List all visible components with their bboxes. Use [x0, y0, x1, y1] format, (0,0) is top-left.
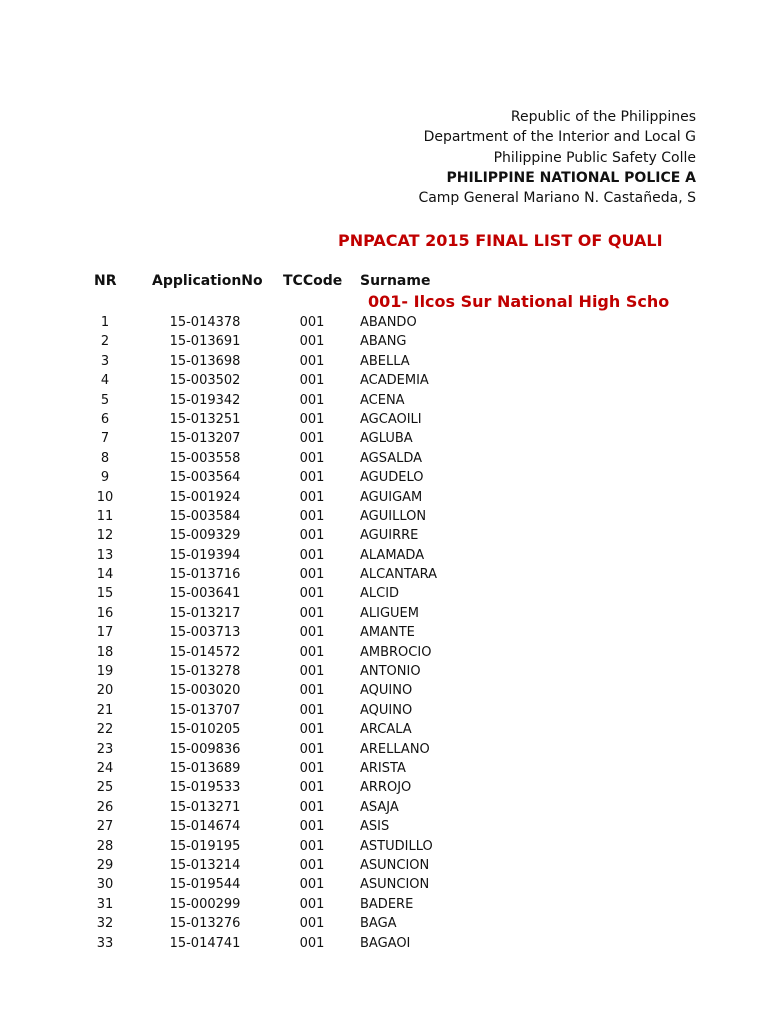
- cell-application-no: 15-000299: [169, 896, 241, 912]
- document-title: PNPACAT 2015 FINAL LIST OF QUALI: [338, 231, 663, 250]
- cell-surname: ASUNCION: [360, 857, 430, 873]
- column-header-tc-code: TCCode: [283, 273, 343, 289]
- cell-surname: ABANG: [360, 334, 407, 350]
- column-header-surname: Surname: [360, 273, 431, 289]
- table-row: [0, 914, 768, 933]
- cell-surname: ACADEMIA: [360, 373, 429, 389]
- header-republic: Republic of the Philippines: [510, 109, 696, 125]
- cell-tc-code: 001: [299, 508, 325, 524]
- cell-application-no: 15-013278: [169, 664, 241, 680]
- cell-surname: ANTONIO: [360, 664, 421, 680]
- cell-nr: 4: [100, 373, 110, 389]
- cell-application-no: 15-019533: [169, 780, 241, 796]
- cell-nr: 8: [100, 450, 110, 466]
- cell-application-no: 15-019195: [169, 838, 241, 854]
- cell-nr: 11: [96, 508, 114, 524]
- cell-nr: 20: [96, 683, 114, 699]
- cell-surname: AGUIGAM: [360, 489, 423, 505]
- cell-tc-code: 001: [299, 489, 325, 505]
- cell-surname: ARCALA: [360, 722, 412, 738]
- cell-nr: 25: [96, 780, 114, 796]
- cell-application-no: 15-013271: [169, 799, 241, 815]
- cell-application-no: 15-013251: [169, 411, 241, 427]
- table-row: [0, 352, 768, 371]
- table-row: [0, 584, 768, 603]
- cell-application-no: 15-003558: [169, 450, 241, 466]
- cell-tc-code: 001: [299, 896, 325, 912]
- cell-nr: 26: [96, 799, 114, 815]
- cell-tc-code: 001: [299, 450, 325, 466]
- cell-nr: 29: [96, 857, 114, 873]
- cell-application-no: 15-009836: [169, 741, 241, 757]
- cell-surname: BADERE: [360, 896, 414, 912]
- cell-nr: 15: [96, 586, 114, 602]
- cell-tc-code: 001: [299, 722, 325, 738]
- cell-application-no: 15-003584: [169, 508, 241, 524]
- cell-surname: ARISTA: [360, 760, 406, 776]
- cell-tc-code: 001: [299, 392, 325, 408]
- cell-application-no: 15-003020: [169, 683, 241, 699]
- cell-nr: 21: [96, 702, 114, 718]
- cell-surname: BAGA: [360, 916, 397, 932]
- cell-application-no: 15-013214: [169, 857, 241, 873]
- table-row: [0, 681, 768, 700]
- cell-application-no: 15-014674: [169, 819, 241, 835]
- cell-tc-code: 001: [299, 431, 325, 447]
- cell-tc-code: 001: [299, 334, 325, 350]
- cell-tc-code: 001: [299, 547, 325, 563]
- table-row: [0, 468, 768, 487]
- cell-tc-code: 001: [299, 353, 325, 369]
- cell-surname: ASUNCION: [360, 877, 430, 893]
- cell-tc-code: 001: [299, 625, 325, 641]
- header-department: Department of the Interior and Local G: [423, 129, 696, 145]
- cell-nr: 23: [96, 741, 114, 757]
- cell-application-no: 15-019394: [169, 547, 241, 563]
- table-row: [0, 332, 768, 351]
- table-body: [0, 313, 768, 953]
- cell-surname: AGUIRRE: [360, 528, 419, 544]
- cell-application-no: 15-003641: [169, 586, 241, 602]
- column-header-application-no: ApplicationNo: [152, 273, 263, 289]
- cell-nr: 27: [96, 819, 114, 835]
- cell-nr: 9: [100, 470, 110, 486]
- table-row: [0, 701, 768, 720]
- header-college: Philippine Public Safety Colle: [493, 150, 696, 166]
- table-row: [0, 759, 768, 778]
- cell-surname: ASAJA: [360, 799, 399, 815]
- cell-tc-code: 001: [299, 315, 325, 330]
- cell-surname: ALAMADA: [360, 547, 425, 563]
- cell-tc-code: 001: [299, 760, 325, 776]
- cell-surname: ASIS: [360, 819, 390, 835]
- table-row: [0, 371, 768, 390]
- cell-nr: 12: [96, 528, 114, 544]
- table-row: [0, 449, 768, 468]
- table-row: [0, 934, 768, 953]
- cell-surname: AQUINO: [360, 683, 413, 699]
- cell-nr: 32: [96, 916, 114, 932]
- table-row: [0, 507, 768, 526]
- cell-tc-code: 001: [299, 528, 325, 544]
- cell-application-no: 15-003713: [169, 625, 241, 641]
- cell-surname: ARELLANO: [360, 741, 430, 757]
- table-row: [0, 720, 768, 739]
- table-row: [0, 895, 768, 914]
- cell-nr: 24: [96, 760, 114, 776]
- cell-surname: ABANDO: [360, 315, 417, 330]
- cell-tc-code: 001: [299, 411, 325, 427]
- cell-application-no: 15-001924: [169, 489, 241, 505]
- cell-application-no: 15-014741: [169, 935, 241, 951]
- cell-tc-code: 001: [299, 683, 325, 699]
- cell-surname: AGSALDA: [360, 450, 423, 466]
- header-address: Camp General Mariano N. Castañeda, S: [418, 190, 696, 206]
- cell-tc-code: 001: [299, 373, 325, 389]
- cell-surname: AMANTE: [360, 625, 415, 641]
- table-row: [0, 488, 768, 507]
- cell-surname: ABELLA: [360, 353, 410, 369]
- cell-nr: 6: [100, 411, 110, 427]
- cell-nr: 14: [96, 567, 114, 583]
- cell-nr: 13: [96, 547, 114, 563]
- cell-tc-code: 001: [299, 838, 325, 854]
- header-academy: PHILIPPINE NATIONAL POLICE A: [446, 170, 696, 186]
- cell-tc-code: 001: [299, 741, 325, 757]
- cell-application-no: 15-019342: [169, 392, 241, 408]
- cell-surname: AGUILLON: [360, 508, 427, 524]
- cell-tc-code: 001: [299, 567, 325, 583]
- cell-surname: BAGAOI: [360, 935, 411, 951]
- cell-surname: AGUDELO: [360, 470, 424, 486]
- table-row: [0, 604, 768, 623]
- table-row: [0, 546, 768, 565]
- table-row: [0, 817, 768, 836]
- cell-application-no: 15-009329: [169, 528, 241, 544]
- cell-application-no: 15-013276: [169, 916, 241, 932]
- cell-nr: 1: [100, 315, 110, 330]
- cell-surname: AGCAOILI: [360, 411, 422, 427]
- cell-application-no: 15-019544: [169, 877, 241, 893]
- cell-surname: ARROJO: [360, 780, 412, 796]
- cell-tc-code: 001: [299, 935, 325, 951]
- cell-application-no: 15-003564: [169, 470, 241, 486]
- cell-nr: 7: [100, 431, 110, 447]
- table-row: [0, 623, 768, 642]
- cell-surname: ALCID: [360, 586, 400, 602]
- table-row: [0, 410, 768, 429]
- table-row: [0, 837, 768, 856]
- table-row: [0, 778, 768, 797]
- cell-tc-code: 001: [299, 799, 325, 815]
- cell-tc-code: 001: [299, 702, 325, 718]
- cell-nr: 30: [96, 877, 114, 893]
- cell-tc-code: 001: [299, 664, 325, 680]
- cell-tc-code: 001: [299, 857, 325, 873]
- cell-application-no: 15-013707: [169, 702, 241, 718]
- cell-nr: 16: [96, 605, 114, 621]
- cell-tc-code: 001: [299, 644, 325, 660]
- cell-application-no: 15-014572: [169, 644, 241, 660]
- cell-surname: AQUINO: [360, 702, 413, 718]
- cell-surname: AMBROCIO: [360, 644, 432, 660]
- cell-nr: 5: [100, 392, 110, 408]
- table-row: [0, 856, 768, 875]
- cell-nr: 17: [96, 625, 114, 641]
- cell-surname: ACENA: [360, 392, 405, 408]
- table-row: [0, 798, 768, 817]
- cell-nr: 28: [96, 838, 114, 854]
- cell-application-no: 15-003502: [169, 373, 241, 389]
- table-row: [0, 662, 768, 681]
- cell-tc-code: 001: [299, 780, 325, 796]
- cell-application-no: 15-013217: [169, 605, 241, 621]
- section-title: 001- Ilcos Sur National High Scho: [368, 292, 670, 311]
- table-row: [0, 565, 768, 584]
- table-row: [0, 643, 768, 662]
- cell-application-no: 15-013689: [169, 760, 241, 776]
- cell-application-no: 15-013716: [169, 567, 241, 583]
- table-row: [0, 526, 768, 545]
- cell-tc-code: 001: [299, 470, 325, 486]
- cell-nr: 31: [96, 896, 114, 912]
- cell-nr: 10: [96, 489, 114, 505]
- cell-nr: 2: [100, 334, 110, 350]
- cell-tc-code: 001: [299, 916, 325, 932]
- cell-surname: AGLUBA: [360, 431, 413, 447]
- cell-application-no: 15-010205: [169, 722, 241, 738]
- cell-nr: 19: [96, 664, 114, 680]
- table-row: [0, 740, 768, 759]
- cell-tc-code: 001: [299, 877, 325, 893]
- cell-application-no: 15-013691: [169, 334, 241, 350]
- cell-surname: ASTUDILLO: [360, 838, 433, 854]
- table-row: [0, 313, 768, 332]
- table-row: [0, 391, 768, 410]
- cell-surname: ALCANTARA: [360, 567, 438, 583]
- cell-application-no: 15-013698: [169, 353, 241, 369]
- cell-surname: ALIGUEM: [360, 605, 419, 621]
- cell-tc-code: 001: [299, 605, 325, 621]
- cell-application-no: 15-014378: [169, 315, 241, 330]
- cell-nr: 33: [96, 935, 114, 951]
- cell-nr: 22: [96, 722, 114, 738]
- cell-application-no: 15-013207: [169, 431, 241, 447]
- cell-nr: 3: [100, 353, 110, 369]
- cell-nr: 18: [96, 644, 114, 660]
- table-row: [0, 875, 768, 894]
- cell-tc-code: 001: [299, 819, 325, 835]
- table-row: [0, 429, 768, 448]
- cell-tc-code: 001: [299, 586, 325, 602]
- column-header-nr: NR: [94, 273, 117, 289]
